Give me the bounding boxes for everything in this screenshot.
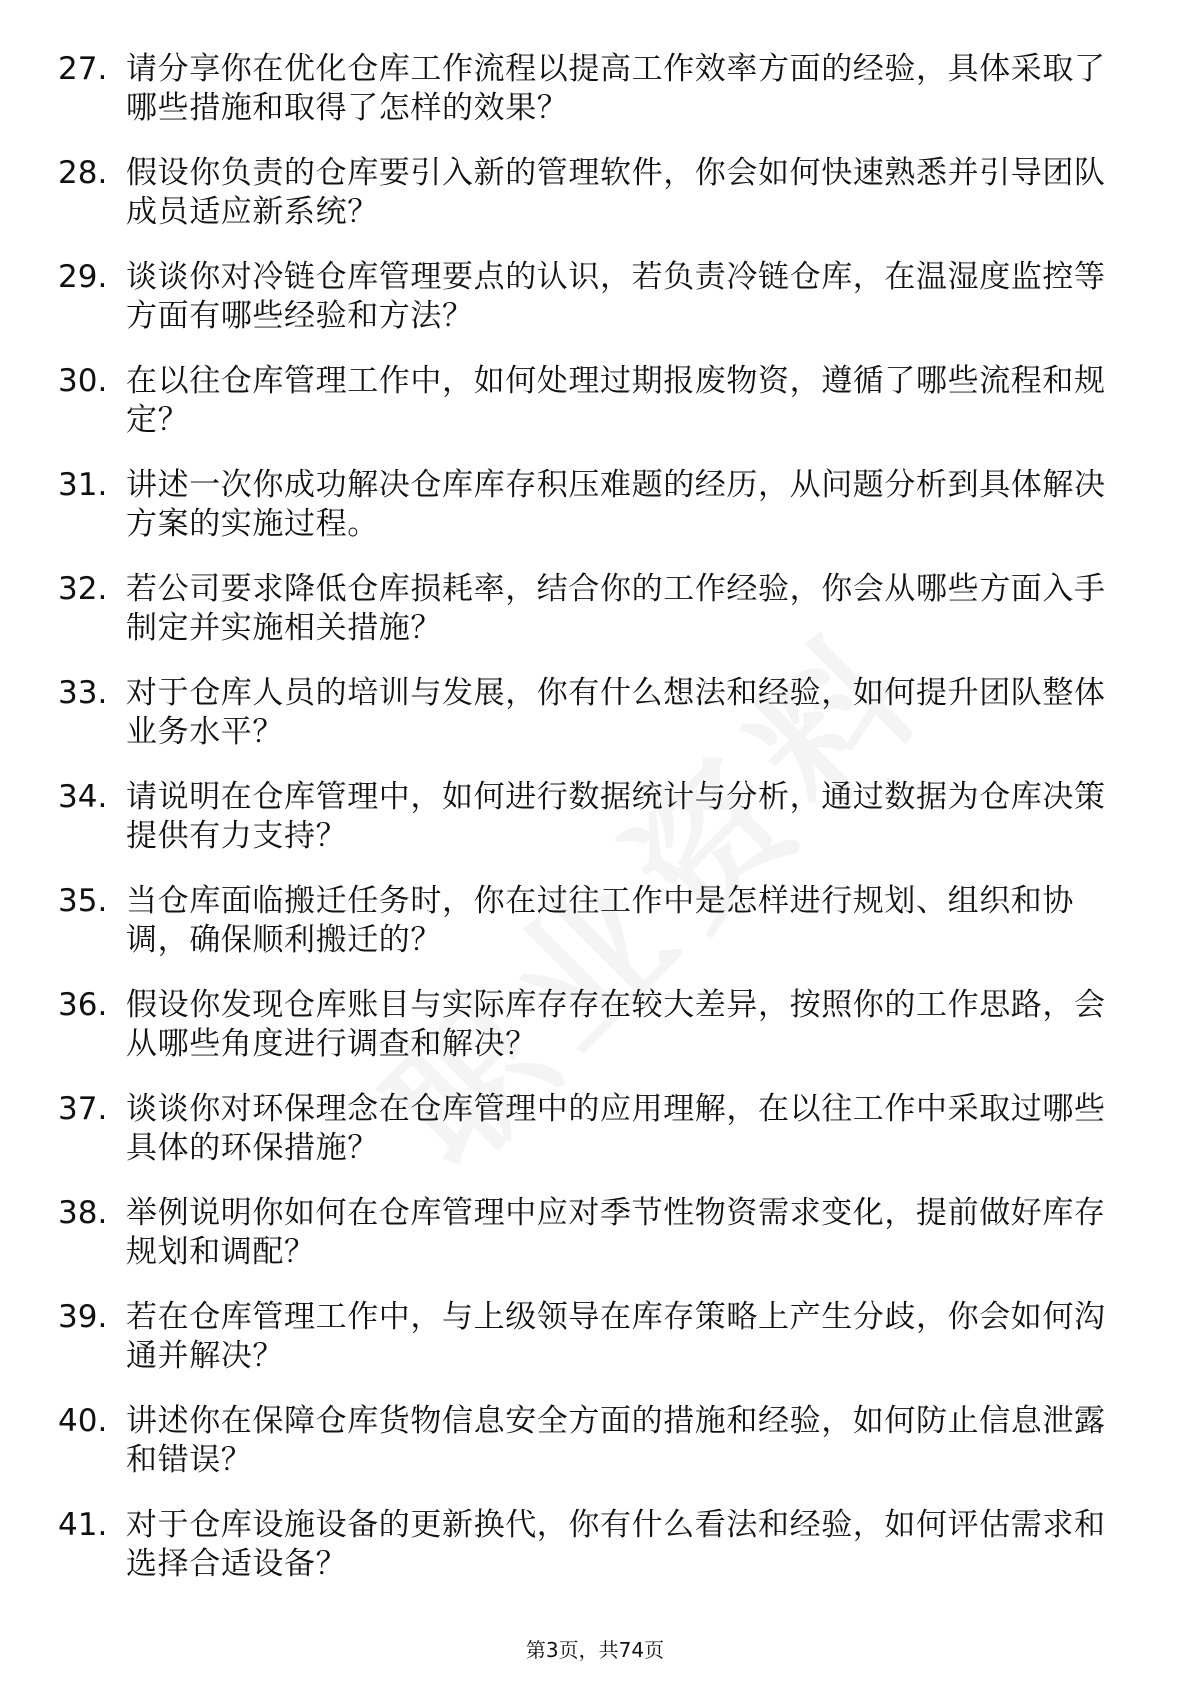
list-item [58, 570, 1108, 648]
question-text: 假设你发现仓库账目与实际库存存在较大差异，按照你的工作思路，会从哪些角度进行调查和解决？ [126, 987, 1106, 1062]
question-text: 假设你负责的仓库要引入新的管理软件，你会如何快速熟悉并引导团队成员适应新系统？ [126, 155, 1106, 230]
question-number: 34. [58, 779, 108, 815]
question-number: 39. [58, 1299, 108, 1335]
question-text: 当仓库面临搬迁任务时，你在过往工作中是怎样进行规划、组织和协调，确保顺利搬迁的？ [126, 883, 1074, 958]
question-text: 举例说明你如何在仓库管理中应对季节性物资需求变化，提前做好库存规划和调配？ [126, 1195, 1106, 1270]
list-item [58, 882, 1108, 960]
list-item [58, 258, 1108, 336]
question-number: 40. [58, 1403, 108, 1439]
question-text: 若在仓库管理工作中，与上级领导在库存策略上产生分歧，你会如何沟通并解决？ [126, 1299, 1106, 1374]
list-item [58, 1194, 1108, 1272]
question-text: 对于仓库设施设备的更新换代，你有什么看法和经验，如何评估需求和选择合适设备？ [126, 1507, 1106, 1582]
question-text: 对于仓库人员的培训与发展，你有什么想法和经验，如何提升团队整体业务水平？ [126, 675, 1106, 750]
question-text: 请分享你在优化仓库工作流程以提高工作效率方面的经验，具体采取了哪些措施和取得了怎样的效果？ [126, 51, 1106, 126]
list-item [58, 674, 1108, 752]
question-text: 讲述你在保障仓库货物信息安全方面的措施和经验，如何防止信息泄露和错误？ [126, 1403, 1106, 1478]
list-item [58, 1298, 1108, 1376]
list-item [58, 1402, 1108, 1480]
question-text: 谈谈你对环保理念在仓库管理中的应用理解，在以往工作中采取过哪些具体的环保措施？ [126, 1091, 1106, 1166]
question-number: 41. [58, 1507, 108, 1543]
question-text: 在以往仓库管理工作中，如何处理过期报废物资，遵循了哪些流程和规定？ [126, 363, 1106, 438]
question-text: 请说明在仓库管理中，如何进行数据统计与分析，通过数据为仓库决策提供有力支持？ [126, 779, 1106, 854]
list-item [58, 986, 1108, 1064]
question-number: 36. [58, 987, 108, 1023]
question-number: 37. [58, 1091, 108, 1127]
question-text: 若公司要求降低仓库损耗率，结合你的工作经验，你会从哪些方面入手制定并实施相关措施？ [126, 571, 1106, 646]
question-text: 讲述一次你成功解决仓库库存积压难题的经历，从问题分析到具体解决方案的实施过程。 [126, 467, 1106, 542]
question-list [58, 50, 1108, 1610]
question-text: 谈谈你对冷链仓库管理要点的认识，若负责冷链仓库，在温湿度监控等方面有哪些经验和方法？ [126, 259, 1106, 334]
list-item [58, 362, 1108, 440]
question-number: 35. [58, 883, 108, 919]
list-item [58, 50, 1108, 128]
question-number: 38. [58, 1195, 108, 1231]
question-number: 33. [58, 675, 108, 711]
question-number: 30. [58, 363, 108, 399]
list-item [58, 1090, 1108, 1168]
question-number: 28. [58, 155, 108, 191]
question-number: 29. [58, 259, 108, 295]
question-number: 32. [58, 571, 108, 607]
list-item [58, 1506, 1108, 1584]
question-number: 31. [58, 467, 108, 503]
list-item [58, 778, 1108, 856]
list-item [58, 154, 1108, 232]
page-number: 第3页，共74页 [525, 1638, 665, 1662]
list-item [58, 466, 1108, 544]
question-number: 27. [58, 51, 108, 87]
